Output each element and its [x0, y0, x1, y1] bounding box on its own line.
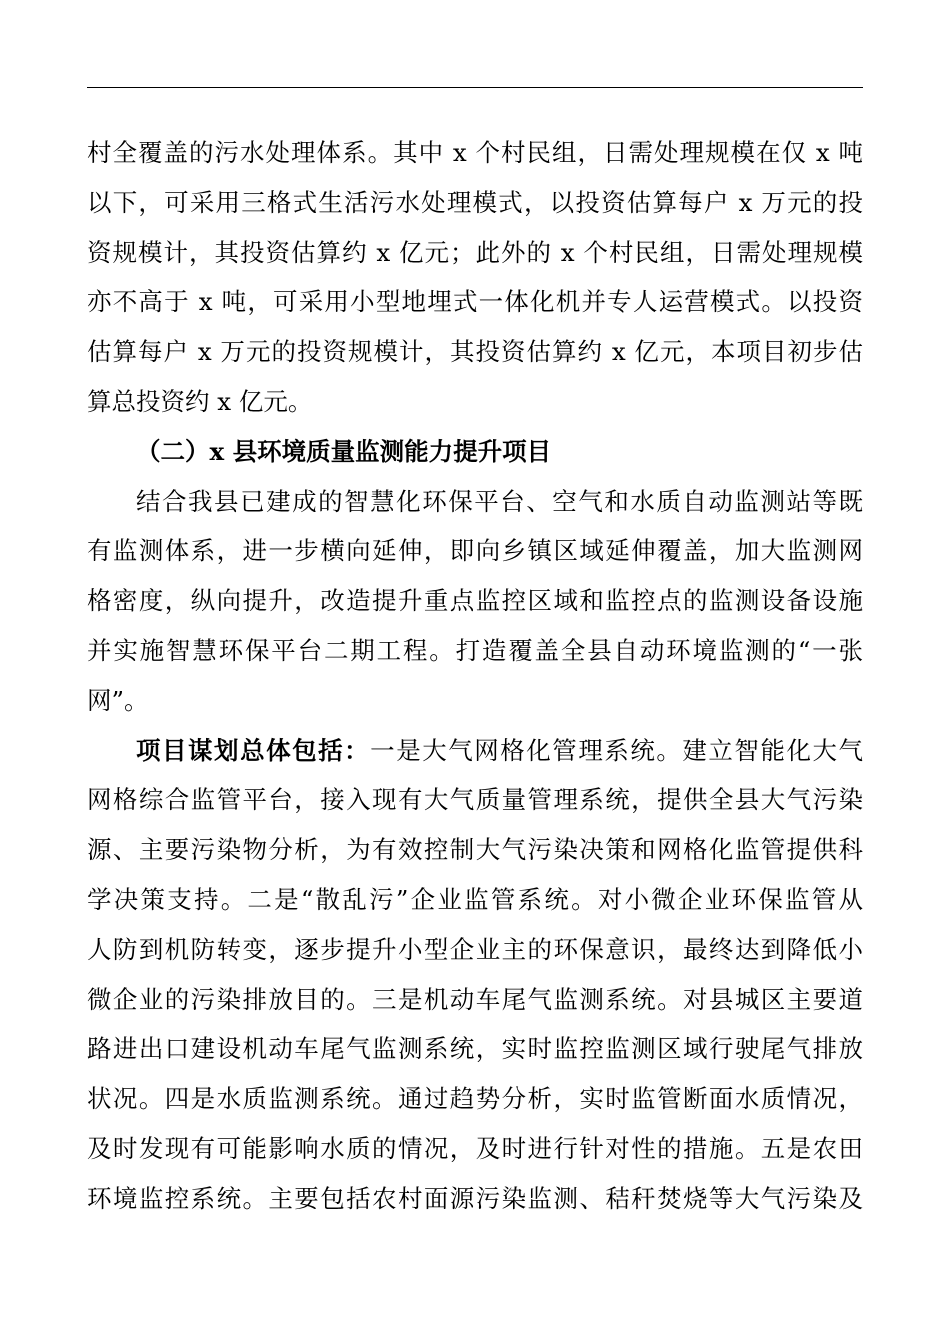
text-line: 有监测体系，进一步横向延伸，即向乡镇区域延伸覆盖，加大监测网 [87, 536, 863, 566]
section-heading: （二）x 县环境质量监测能力提升项目 [136, 436, 552, 466]
text-line: 以下，可采用三格式生活污水处理模式，以投资估算每户 x 万元的投 [87, 187, 863, 217]
text-line: 人防到机防转变，逐步提升小型企业主的环保意识，最终达到降低小 [87, 934, 863, 964]
text-line [87, 726, 863, 776]
text-line: 微企业的污染排放目的。三是机动车尾气监测系统。对县城区主要道 [87, 984, 863, 1014]
text-line: 格密度，纵向提升，改造提升重点监控区域和监控点的监测设备设施 [87, 586, 863, 616]
text-line: 并实施智慧环保平台二期工程。打造覆盖全县自动环境监测的“一张 [87, 635, 863, 665]
text-line: 算总投资约 x 亿元。 [87, 386, 313, 416]
text-line: 路进出口建设机动车尾气监测系统，实时监控监测区域行驶尾气排放 [87, 1034, 863, 1064]
document-body [87, 128, 863, 1224]
text-line: 源、主要污染物分析，为有效控制大气污染决策和网格化监管提供科 [87, 835, 863, 865]
text-line: 环境监控系统。主要包括农村面源污染监测、秸秆焚烧等大气污染及 [87, 1183, 863, 1213]
paragraph-sewage-investment [87, 128, 863, 427]
text-line: 结合我县已建成的智慧化环保平台、空气和水质自动监测站等既 [136, 486, 863, 516]
paragraph-monitoring-network [87, 477, 863, 726]
text-line: 学决策支持。二是“散乱污”企业监管系统。对小微企业环保监管从 [87, 884, 863, 914]
text-line: 估算每户 x 万元的投资规模计，其投资估算约 x 亿元，本项目初步估 [87, 337, 863, 367]
text-line: 状况。四是水质监测系统。通过趋势分析，实时监管断面水质情况， [87, 1084, 863, 1114]
header-rule [87, 87, 863, 88]
text-line: 村全覆盖的污水处理体系。其中 x 个村民组，日需处理规模在仅 x 吨 [87, 138, 863, 167]
text-run: 一是大气网格化管理系统。建立智能化大气 [370, 735, 864, 765]
paragraph-project-overview [87, 726, 863, 1224]
text-line: 及时发现有可能影响水质的情况，及时进行针对性的措施。五是农田 [87, 1133, 863, 1163]
paragraph-lead: 项目谋划总体包括： [136, 735, 371, 765]
text-line: 亦不高于 x 吨，可采用小型地埋式一体化机并专人运营模式。以投资 [87, 287, 863, 317]
text-line: 网格综合监管平台，接入现有大气质量管理系统，提供全县大气污染 [87, 785, 863, 815]
text-line: 网”。 [87, 685, 149, 715]
text-line: 资规模计，其投资估算约 x 亿元；此外的 x 个村民组，日需处理规模 [87, 237, 863, 267]
